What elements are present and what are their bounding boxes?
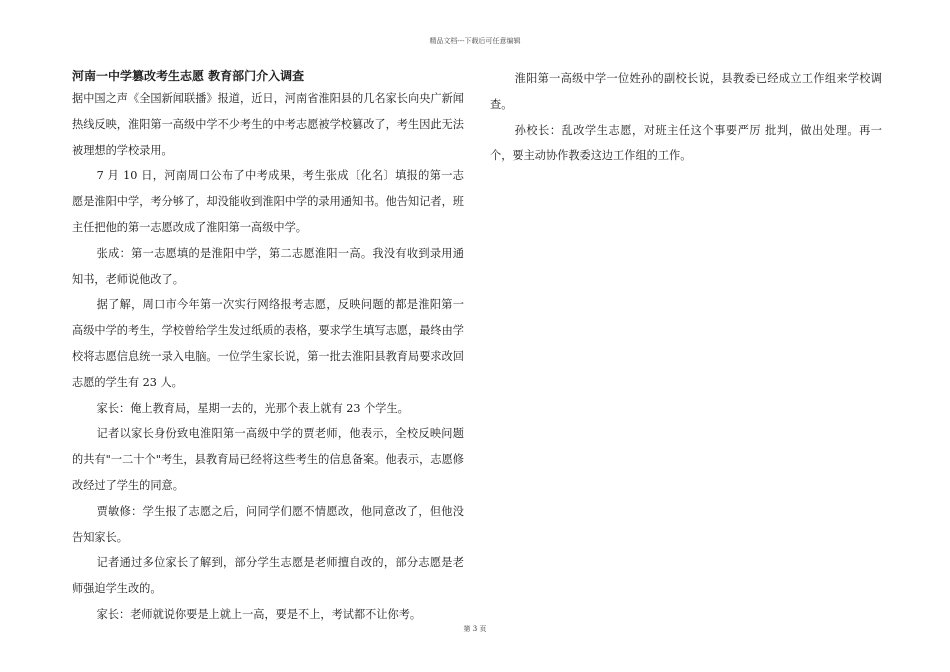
paragraph: 据了解，周口市今年第一次实行网络报考志愿，反映问题的都是淮阳第一高级中学的考生，学校曾给学生发过纸质的表格，要求学生填写志愿，最终由学校将志愿信息统一录入电脑。一位学生家长说，第一批去淮阳县教育局要求改回志愿的学生有 23 人。 [72,298,464,389]
paragraph: 记者通过多位家长了解到，部分学生志愿是老师擅自改的，部分志愿是老师强迫学生改的。 [72,556,464,596]
page-number: 第 3 页 [463,625,487,633]
paragraph: 张成：第一志愿填的是淮阳中学，第二志愿淮阳一高。我没有收到录用通知书，老师说他改了。 [72,246,464,286]
paragraph: 记者以家长身份致电淮阳第一高级中学的贾老师，他表示，全校反映问题的共有"一二十个"考生，县教育局已经将这些考生的信息备案。他表示，志愿修改经过了学生的同意。 [72,427,464,492]
paragraph: 孙校长：乱改学生志愿，对班主任这个事要严厉 批判，做出处理。再一个，要主动协作教委这边工作组的工作。 [490,123,882,163]
paragraph: 7 月 10 日，河南周口公布了中考成果，考生张成〔化名〕填报的第一志愿是淮阳中学，考分够了，却没能收到淮阳中学的录用通知书。他告知记者，班主任把他的第一志愿改成了淮阳第一高级中学。 [72,169,464,234]
paragraph: 家长：老师就说你要是上就上一高，要是不上，考试都不让你考。 [96,607,422,621]
left-column [72,66,464,628]
right-column [490,66,882,169]
article-title: 河南一中学篡改考生志愿 教育部门介入调查 [72,69,305,83]
paragraph: 贾敏修：学生报了志愿之后，问同学们愿不情愿改，他同意改了，但他没告知家长。 [72,504,464,544]
page-header: 精品文档---下载后可任意编辑 [429,37,521,45]
paragraph: 据中国之声《全国新闻联播》报道，近日，河南省淮阳县的几名家长向央广新闻热线反映，淮阳第一高级中学不少考生的中考志愿被学校篡改了，考生因此无法被理想的学校录用。 [72,92,464,157]
paragraph: 家长：俺上教育局，星期一去的，光那个表上就有 23 个学生。 [96,401,409,415]
paragraph: 淮阳第一高级中学一位姓孙的副校长说，县教委已经成立工作组来学校调查。 [490,72,882,111]
